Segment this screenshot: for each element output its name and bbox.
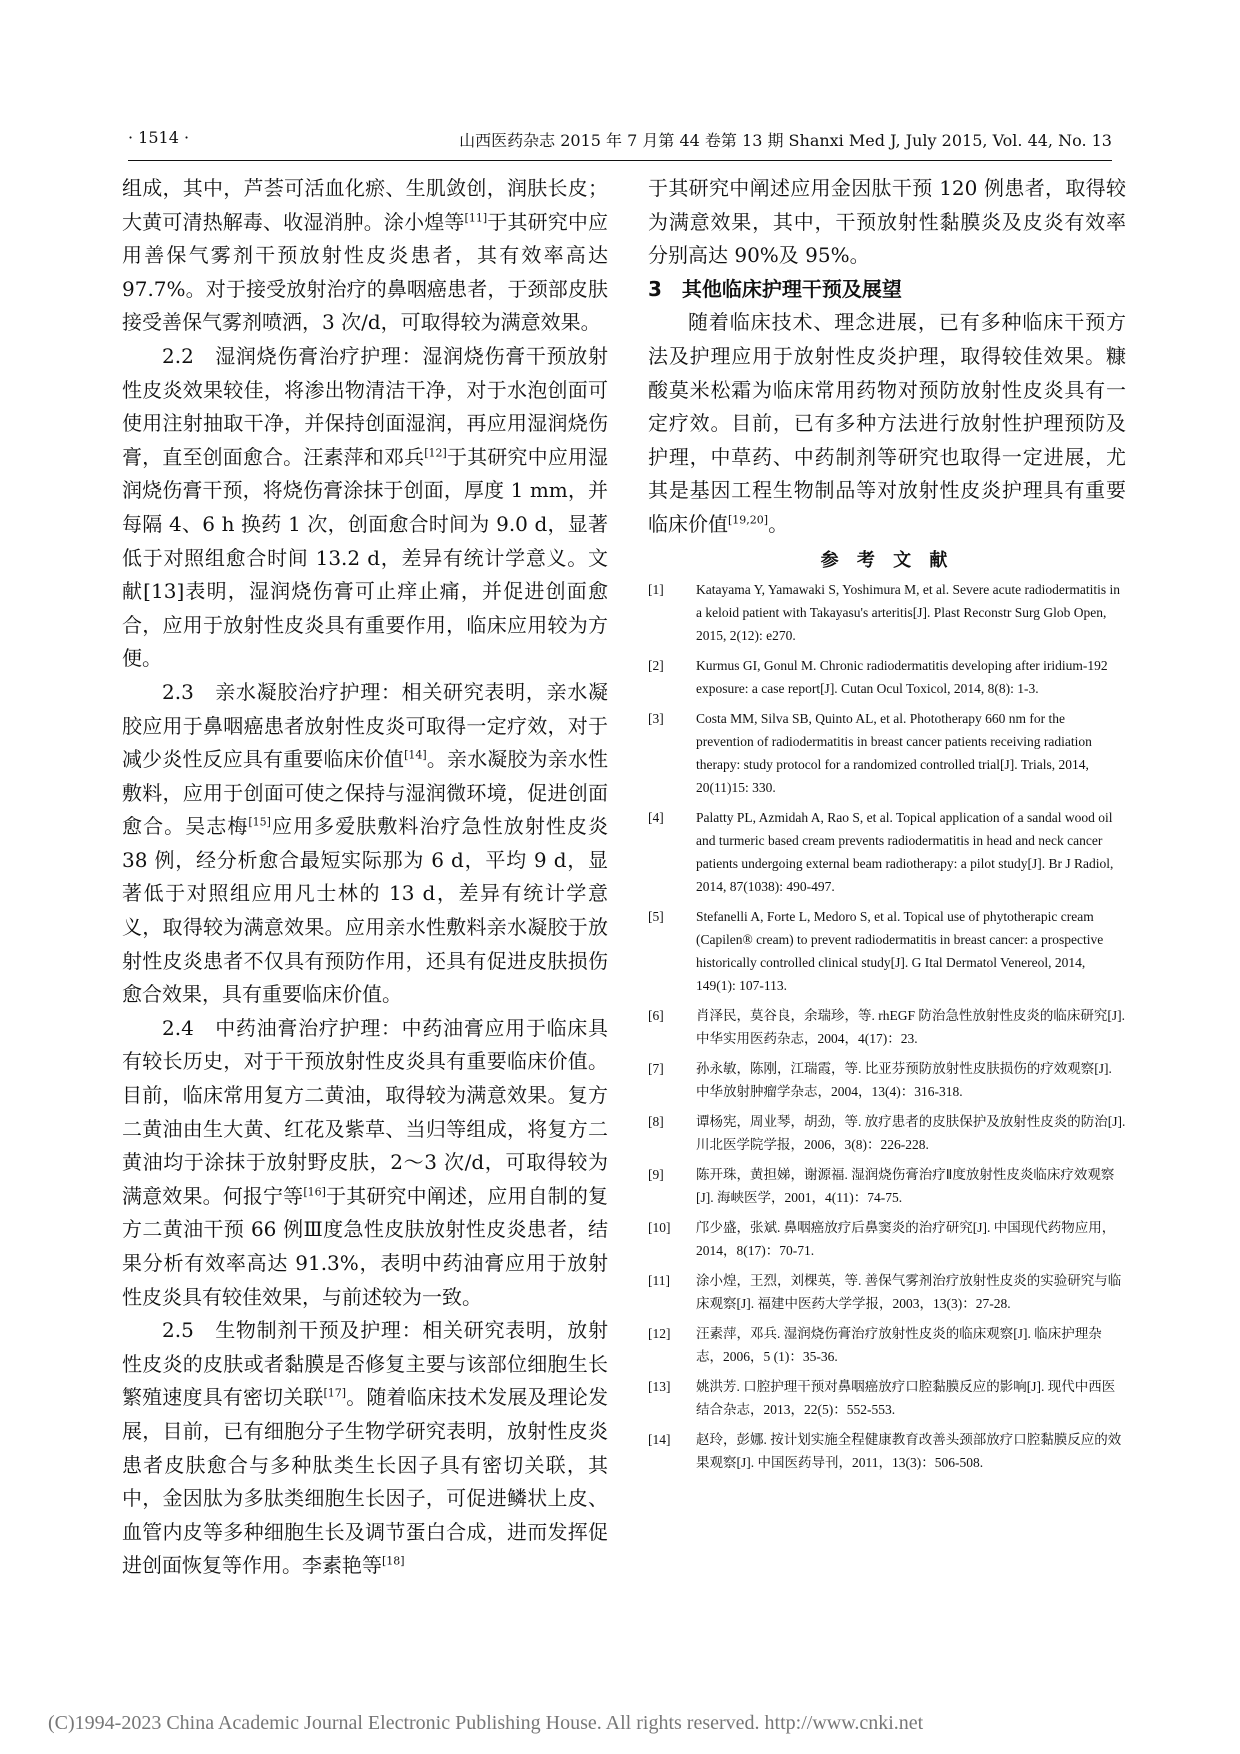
- paragraph-text: 2.2 湿润烧伤膏治疗护理：湿润烧伤膏干预放射性皮炎效果较佳，将渗出物清洁干净，对于水泡创面可使用注射抽取干净，并保持创面湿润，再应用湿润烧伤膏，直至创面愈合。汪素萍和邓兵: [122, 343, 608, 469]
- section-heading: [648, 273, 1126, 307]
- body-paragraph: [122, 676, 608, 1012]
- citation-marker: [12]: [424, 446, 447, 460]
- body-paragraph: [122, 1314, 608, 1583]
- reference-text: Katayama Y, Yamawaki S, Yoshimura M, et al. Severe acute radiodermatitis in a keloid patient with Takayasu's arteritis[J]. Plast Reconstr Surg Glob Open, 2015, 2(12): e270.: [696, 581, 1121, 643]
- citation-marker: [16]: [303, 1185, 326, 1199]
- citation-marker: [11]: [464, 210, 488, 224]
- journal-citation: 山西医药杂志 2015 年 7 月第 44 卷第 13 期 Shanxi Med J, July 2015, Vol. 44, No. 13: [459, 131, 1112, 150]
- reference-item: [648, 654, 1126, 700]
- paragraph-text: 。亲水凝胶为亲水性敷料，应用于创面可使之保持与湿润微环境，促进创面愈合。吴志梅: [122, 747, 609, 839]
- reference-item: [648, 1322, 1126, 1368]
- reference-text: Palatty PL, Azmidah A, Rao S, et al. Topical application of a sandal wood oil and turmeric based cream prevents radiodermatitis in head and neck cancer patients undergoing external beam radiotherapy: a pilot study[J]. Br J Radiol, 2014, 87(1038): 490-497.: [696, 809, 1114, 894]
- copyright-footer: (C)1994-2023 China Academic Journal Electronic Publishing House. All rights reserved. http://www.cnki.net: [48, 1712, 924, 1734]
- reference-item: [648, 1004, 1126, 1050]
- reference-text: 赵玲，彭娜. 按计划实施全程健康教育改善头颈部放疗口腔黏膜反应的效果观察[J]. 中国医药导刊，2011，13(3)：506-508.: [696, 1431, 1122, 1470]
- citation-marker: [18]: [382, 1554, 405, 1568]
- reference-number: [3]: [648, 710, 664, 726]
- reference-item: [648, 1269, 1126, 1315]
- body-paragraph: [122, 340, 608, 676]
- references-title: 参 考 文 献: [820, 549, 954, 571]
- paragraph-text: 于其研究中阐述，应用自制的复方二黄油干预 66 例Ⅲ度急性皮肤放射性皮炎患者，结果分析有效率高达 91.3%，表明中药油膏应用于放射性皮炎具有较佳效果，与前述较为一致。: [122, 1183, 609, 1309]
- paragraph-text: 于其研究中应用善保气雾剂干预放射性皮炎患者，其有效率高达 97.7%。对于接受放射治疗的鼻咽癌患者，于颈部皮肤接受善保气雾剂喷洒，3 次/d，可取得较为满意效果。: [122, 209, 609, 335]
- reference-item: [648, 1110, 1126, 1156]
- reference-text: 汪素萍，邓兵. 湿润烧伤膏治疗放射性皮炎的临床观察[J]. 临床护理杂志，2006，5 (1)：35-36.: [696, 1325, 1102, 1364]
- paragraph-text: 于其研究中阐述应用金因肽干预 120 例患者，取得较为满意效果，其中，干预放射性黏膜炎及皮炎有效率分别高达 90%及 95%。: [648, 176, 1126, 268]
- reference-number: [13]: [648, 1378, 671, 1394]
- reference-item: [648, 1375, 1126, 1421]
- reference-text: 孙永敏，陈刚，江瑞霞，等. 比亚芬预防放射性皮肤损伤的疗效观察[J]. 中华放射肿瘤学杂志，2004，13(4)：316-318.: [696, 1060, 1112, 1099]
- citation-marker: [17]: [323, 1386, 347, 1400]
- reference-text: 陈开珠，黄担娣，谢源福. 湿润烧伤膏治疗Ⅱ度放射性皮炎临床疗效观察[J]. 海峡医学，2001，4(11)：74-75.: [696, 1166, 1115, 1205]
- paragraph-text: 随着临床技术、理念进展，已有多种临床干预方法及护理应用于放射性皮炎护理，取得较佳效果。糠酸莫米松霜为临床常用药物对预防放射性皮炎具有一定疗效。目前，已有多种方法进行放射性护理预防及护理，中草药、中药制剂等研究也取得一定进展，尤其是基因工程生物制品等对放射性皮炎护理具有重要临床价值: [648, 310, 1126, 536]
- paragraph-text: 于其研究中应用湿润烧伤膏干预，将烧伤膏涂抹于创面，厚度 1 mm，并每隔 4、6 h 换药 1 次，创面愈合时间为 9.0 d，显著低于对照组愈合时间 13.2 d，差异有统计学意义。文献[13]表明，湿润烧伤膏可止痒止痛，并促进创面愈合，应用于放射性皮炎具有重要作用，临床应用较为方便。: [122, 444, 609, 671]
- reference-number: [8]: [648, 1113, 664, 1129]
- body-paragraph: [122, 1012, 608, 1314]
- reference-number: [1]: [648, 581, 664, 597]
- reference-list: [648, 578, 1126, 1474]
- reference-text: 姚洪芳. 口腔护理干预对鼻咽癌放疗口腔黏膜反应的影响[J]. 现代中西医结合杂志，2013，22(5)：552-553.: [696, 1378, 1116, 1417]
- reference-item: [648, 905, 1126, 997]
- reference-text: 涂小煌，王烈，刘棵英，等. 善保气雾剂治疗放射性皮炎的实验研究与临床观察[J]. 福建中医药大学学报，2003，13(3)：27-28.: [696, 1272, 1122, 1311]
- paragraph-text: 2.3 亲水凝胶治疗护理：相关研究表明，亲水凝胶应用于鼻咽癌患者放射性皮炎可取得一定疗效，对于减少炎性反应具有重要临床价值: [122, 679, 608, 772]
- body-paragraph: [122, 172, 608, 340]
- reference-text: 谭杨宪，周业琴，胡劲，等. 放疗患者的皮肤保护及放射性皮炎的防治[J]. 川北医学院学报，2006，3(8)：226-228.: [696, 1113, 1126, 1152]
- paragraph-text: 应用多爱肤敷料治疗急性放射性皮炎 38 例，经分析愈合最短实际那为 6 d，平均 9 d，显著低于对照组应用凡士林的 13 d，差异有统计学意义，取得较为满意效果。应用亲水性敷料亲水凝胶于放射性皮炎患者不仅具有预防作用，还具有促进皮肤损伤愈合效果，具有重要临床价值。: [122, 814, 609, 1007]
- paragraph-text: 。随着临床技术发展及理论发展，目前，已有细胞分子生物学研究表明，放射性皮炎患者皮肤愈合与多种肽类生长因子具有密切关联，其中，金因肽为多肽类细胞生长因子，可促进鳞状上皮、血管内皮等多种细胞生长及调节蛋白合成，进而发挥促进创面恢复等作用。李素艳等: [122, 1385, 609, 1578]
- reference-text: 肖泽民，莫谷良，余瑞珍，等. rhEGF 防治急性放射性皮炎的临床研究[J]. 中华实用医药杂志，2004，4(17)：23.: [696, 1007, 1125, 1046]
- reference-number: [4]: [648, 809, 664, 825]
- reference-text: Costa MM, Silva SB, Quinto AL, et al. Phototherapy 660 nm for the prevention of radiodermatitis in breast cancer patients receiving radiation therapy: study protocol for a randomized controlled trial[J]. Trials, 2014, 20(11)15: 330.: [696, 710, 1092, 795]
- paragraph-text: 组成，其中，芦荟可活血化瘀、生肌敛创，润肤长皮；大黄可清热解毒、收湿消肿。涂小煌等: [122, 176, 608, 234]
- reference-item: [648, 806, 1126, 898]
- paragraph-text: 2.5 生物制剂干预及护理：相关研究表明，放射性皮炎的皮肤或者黏膜是否修复主要与该部位细胞生长繁殖速度具有密切关联: [122, 1318, 608, 1410]
- reference-number: [6]: [648, 1007, 664, 1023]
- reference-item: [648, 1216, 1126, 1262]
- paragraph-text: 3 其他临床护理干预及展望: [648, 276, 902, 301]
- reference-number: [10]: [648, 1219, 671, 1235]
- left-column: [122, 172, 608, 1583]
- reference-text: Stefanelli A, Forte L, Medoro S, et al. Topical use of phytotherapic cream (Capilen® cream) to prevent radiodermatitis in breast cancer: a prospective historically controlled clinical study[J]. G Ital Dermatol Venereol, 2014, 149(1): 107-113.: [696, 908, 1104, 993]
- reference-item: [648, 1163, 1126, 1209]
- reference-number: [7]: [648, 1060, 664, 1076]
- citation-marker: [19,20]: [728, 513, 769, 527]
- paragraph-text: 。: [768, 511, 789, 536]
- reference-item: [648, 1057, 1126, 1103]
- citation-marker: [15]: [248, 815, 271, 829]
- reference-item: [648, 578, 1126, 647]
- page-number: · 1514 ·: [128, 128, 190, 147]
- reference-number: [12]: [648, 1325, 671, 1341]
- header-rule: [128, 160, 1112, 161]
- reference-item: [648, 707, 1126, 799]
- right-column-body: [648, 172, 1126, 542]
- reference-text: Kurmus GI, Gonul M. Chronic radiodermatitis developing after iridium-192 exposure: a case report[J]. Cutan Ocul Toxicol, 2014, 8(8): 1-3.: [696, 657, 1108, 696]
- citation-marker: [14]: [404, 748, 427, 762]
- reference-text: 邝少盛，张斌. 鼻咽癌放疗后鼻窦炎的治疗研究[J]. 中国现代药物应用，2014，8(17)：70-71.: [696, 1219, 1116, 1258]
- reference-item: [648, 1428, 1126, 1474]
- reference-number: [5]: [648, 908, 664, 924]
- paragraph-text: 2.4 中药油膏治疗护理：中药油膏应用于临床具有较长历史，对于干预放射性皮炎具有重要临床价值。目前，临床常用复方二黄油，取得较为满意效果。复方二黄油由生大黄、红花及紫草、当归等组成，将复方二黄油均于涂抹于放射野皮肤，2～3 次/d，可取得较为满意效果。何报宁等: [122, 1015, 608, 1208]
- reference-number: [9]: [648, 1166, 664, 1182]
- reference-number: [14]: [648, 1431, 671, 1447]
- reference-number: [11]: [648, 1272, 670, 1288]
- right-column: [648, 172, 1126, 1481]
- body-paragraph: [648, 306, 1126, 541]
- body-paragraph: [648, 172, 1126, 273]
- reference-number: [2]: [648, 657, 664, 673]
- running-header: [128, 128, 1112, 154]
